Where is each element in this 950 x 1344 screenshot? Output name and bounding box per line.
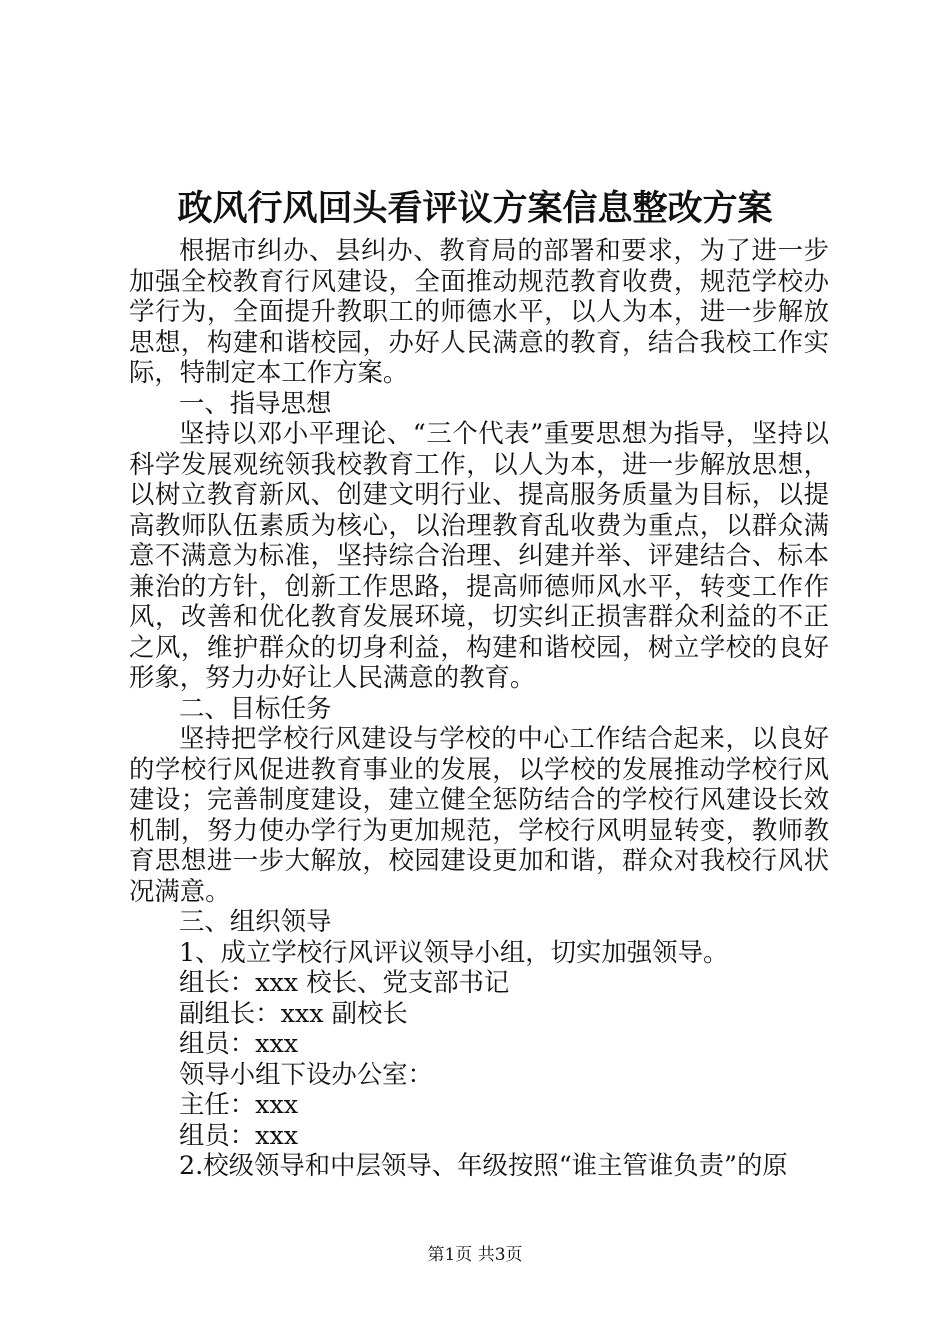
page-number-footer: 第1页 共3页 <box>427 1245 523 1265</box>
section-heading-organization: 三、组织领导 <box>179 906 332 936</box>
goals-paragraph: 坚持把学校行风建设与学校的中心工作结合起来，以良好的学校行风促进教育事业的发展，以学校的发展推动学校行风建设；完善制度建设，建立健全惩防结合的学校行风建设长效机制，努力使办学行为更加规范，学校行风明显转变，教师教育思想进一步大解放，校园建设更加和谐，群众对我校行风状况满意。 <box>129 723 829 906</box>
team-leader-line: 组长：xxx 校长、党支部书记 <box>179 967 510 997</box>
organization-item-1: 1、成立学校行风评议领导小组，切实加强领导。 <box>179 936 729 967</box>
organization-item-2: 2.校级领导和中层领导、年级按照“谁主管谁负责”的原 <box>179 1150 788 1180</box>
intro-paragraph: 根据市纠办、县纠办、教育局的部署和要求，为了进一步加强全校教育行风建设，全面推动规范教育收费，规范学校办学行为，全面提升教职工的师德水平，以人为本，进一步解放思想，构建和谐校园，办好人民满意的教育，结合我校工作实际，特制定本工作方案。 <box>129 235 829 387</box>
director-line: 主任：xxx <box>179 1089 299 1119</box>
section-heading-guiding-ideology: 一、指导思想 <box>179 387 332 418</box>
document-body <box>129 235 829 1181</box>
guiding-ideology-paragraph: 坚持以邓小平理论、“三个代表”重要思想为指导，坚持以科学发展观统领我校教育工作，以人为本，进一步解放思想，以树立教育新风、创建文明行业、提高服务质量为目标，以提高教师队伍素质为核心，以治理教育乱收费为重点，以群众满意不满意为标准，坚持综合治理、纠建并举、评建结合、标本兼治的方针，创新工作思路，提高师德师风水平，转变工作作风，改善和优化教育发展环境，切实纠正损害群众利益的不正之风，维护群众的切身利益，构建和谐校园，树立学校的良好形象，努力办好让人民满意的教育。 <box>129 418 829 692</box>
office-line: 领导小组下设办公室： <box>179 1058 433 1089</box>
members-line: 组员：xxx <box>179 1028 299 1058</box>
section-heading-goals: 二、目标任务 <box>179 692 332 723</box>
office-members-line: 组员：xxx <box>179 1119 299 1150</box>
deputy-leader-line: 副组长：xxx 副校长 <box>179 997 408 1028</box>
document-title: 政风行风回头看评议方案信息整改方案 <box>177 188 773 229</box>
